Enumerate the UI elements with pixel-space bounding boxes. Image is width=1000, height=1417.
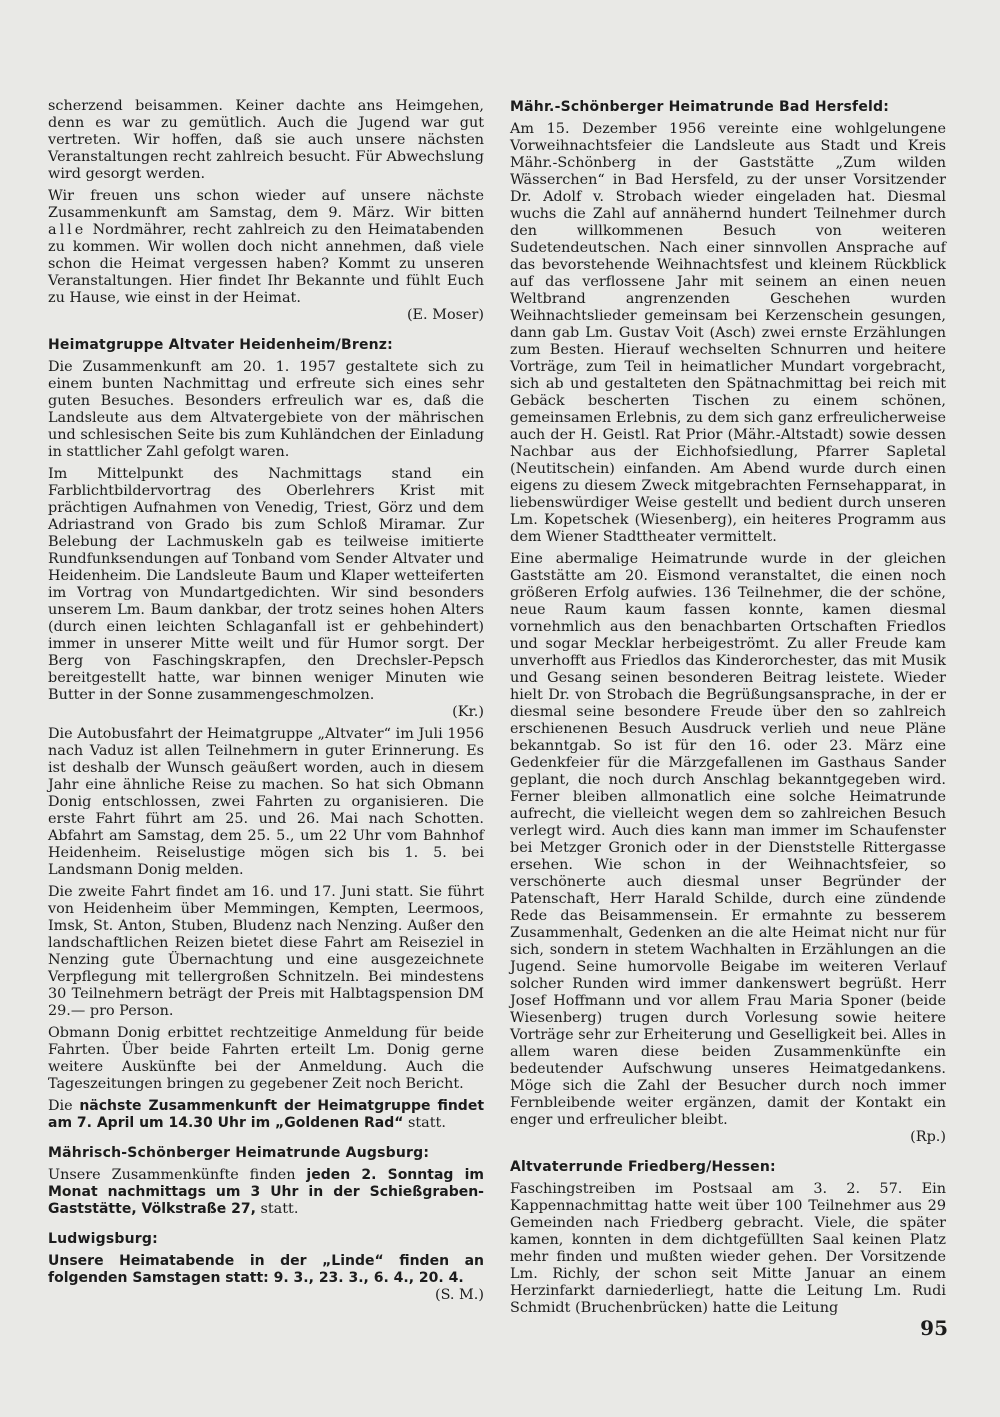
article-paragraph: Faschingstreiben im Postsaal am 3. 2. 57. Ein Kappennachmittag hatte weit über 100 Teilnehmer aus 29 Gemeinden nach Friedberg gebracht. Viele, die später kamen, konnten in dem dichtgefüllten Saal keinen Platz mehr finden und mußten wieder gehen. Der Vorsitzende Lm. Richly, der schon seit Mitte Januar an einem Herzinfarkt darniederliegt, hatte die Leitung Lm. Rudi Schmidt (Bruchenbrücken) hatte die Leitung [510, 1181, 946, 1316]
article-paragraph: Wir freuen uns schon wieder auf unsere nächste Zusammenkunft am Samstag, dem 9. März. Wir bitten alle Nordmährer, recht zahlreich zu den Heimatabenden zu kommen. Wir wollen doch nicht annehmen, daß viele schon die Heimat vergessen haben? Kommt zu unseren Veranstaltungen. Hier findet Ihr Bekannte und fühlt Euch zu Hause, wie einst in der Heimat. [48, 188, 484, 306]
signature: (Rp.) [910, 1129, 946, 1145]
article-heidenheim [48, 336, 484, 1132]
article-moser [48, 98, 484, 324]
article-paragraph: Unsere Heimatabende in der „Linde“ finden an folgenden Samstagen statt: 9. 3., 23. 3., 6. 4., 20. 4. [48, 1253, 484, 1286]
signature: (S. M.) [434, 1287, 484, 1303]
section-heading: Heimatgruppe Altvater Heidenheim/Brenz: [48, 337, 393, 353]
article-paragraph: Im Mittelpunkt des Nachmittags stand ein Farblichtbildervortrag des Oberlehrers Krist mit prächtigen Aufnahmen von Venedig, Triest, Görz und dem Adriastrand von Grado bis zum Schloß Miramar. Zur Belebung der Lachmuskeln gab es teilweise imitierte Rundfunksendungen auf Tonband vom Sender Altvater und Heidenheim. Die Landsleute Baum und Klaper wetteiferten im Vortrag von Mundartgedichten. Wir sind besonders unserem Lm. Baum dankbar, der trotz seines hohen Alters (durch einen leichten Schlaganfall ist er gehbehindert) immer in unserer Mitte weilt und für Humor sorgt. Der Berg von Faschingskrapfen, den Drechsler-Pepsch bereitgestellt hatte, war binnen weniger Minuten wie Butter in der Sonne zusammengeschmolzen. [48, 466, 484, 703]
article-paragraph: Die Zusammenkunft am 20. 1. 1957 gestaltete sich zu einem bunten Nachmittag und erfreute sich eines sehr guten Besuches. Besonders erfreulich war es, daß die Landsleute aus dem Altvatergebiete von der mährischen und schlesischen Seite bis zum Kuhländchen der Einladung in stattlicher Zahl gefolgt waren. [48, 359, 484, 460]
section-heading: Altvaterrunde Friedberg/Hessen: [510, 1159, 776, 1175]
article-paragraph: scherzend beisammen. Keiner dachte ans Heimgehen, denn es war zu gemütlich. Auch die Jugend war gut vertreten. Wir hoffen, daß sie auch unsere nächsten Veranstaltungen recht zahlreich besucht. Für Abwechslung wird gesorgt werden. [48, 98, 484, 182]
page-number: 95 [920, 1316, 948, 1340]
emphasis-spaced: alle [48, 222, 87, 238]
article-friedberg [510, 1158, 946, 1317]
signature: (E. Moser) [406, 307, 484, 323]
article-paragraph: Obmann Donig erbittet rechtzeitige Anmeldung für beide Fahrten. Über beide Fahrten erteilt Lm. Donig gerne weitere Auskünfte bei der Anmeldung. Auch die Tageszeitungen bringen zu gegebener Zeit noch Bericht. [48, 1025, 484, 1092]
signature: (Kr.) [452, 704, 484, 720]
article-paragraph: Die zweite Fahrt findet am 16. und 17. Juni statt. Sie führt von Heidenheim über Memmingen, Kempten, Leermoos, Imsk, St. Anton, Stuben, Bludenz nach Nenzing. Außer den landschaftlichen Reizen bietet diese Fahrt am Reiseziel in Nenzing gute Übernachtung und eine ausgezeichnete Verpflegung mit tellergroßen Schnitzeln. Bei mindestens 30 Teilnehmern beträgt der Preis mit Halbtagspension DM 29.— pro Person. [48, 884, 484, 1019]
section-heading: Mährisch-Schönberger Heimatrunde Augsburg: [48, 1145, 430, 1161]
right-column [510, 98, 946, 1322]
section-heading: Ludwigsburg: [48, 1231, 158, 1247]
left-column [48, 98, 484, 1309]
article-paragraph: Eine abermalige Heimatrunde wurde in der gleichen Gaststätte am 20. Eismond veranstaltet, die einen noch größeren Erfolg aufwies. 136 Teilnehmer, die der schöne, neue Raum kaum fassen konnte, kamen diesmal vornehmlich aus den benachbarten Ortschaften Friedlos und sogar Mecklar herbeigeströmt. Zu aller Freude kam unverhofft aus Friedlos das Kinderorchester, das mit Musik und Gesang seinen besonderen Beitrag leistete. Wieder hielt Dr. von Strobach die Begrüßungsansprache, in der er diesmal seine besondere Freude über den so zahlreich erschienenen Besuch Ausdruck verlieh und neue Pläne bekanntgab. So ist für den 16. oder 23. März eine Gedenkfeier für die Märzgefallenen im Gasthaus Sander geplant, die noch durch Anschlag bekanntgegeben wird. Ferner bleiben allmonatlich eine solche Heimatrunde aufrecht, die vielleicht wegen dem so zahlreichen Besuch verlegt wird. Auch dies kann man immer im Schaufenster bei Metzger Gronich oder in der Dienststelle Rittergasse ersehen. Wie schon in der Weihnachtsfeier, so verschönerte auch diesmal unser Begründer der Patenschaft, Herr Harald Schilde, durch eine zündende Rede das Beisammensein. Er ermahnte zu besserem Zusammenhalt, Gedenken an die alte Heimat nicht nur für sich, sondern in stetem Wachhalten in Erzählungen an die Jugend. Seine humorvolle Beigabe im weiteren Verlauf solcher Runden wird immer dankenswert begrüßt. Herr Josef Hoffmann und vor allem Frau Maria Sponer (beide Wiesenberg) trugen durch Vorlesung sowie heitere Vorträge sehr zur Erheiterung und Geselligkeit bei. Alles in allem waren diese beiden Zusammenkünfte ein bedeutender Aufschwung unseres Heimatgedankens. Möge sich die Zahl der Besucher durch noch immer Fernbleibende weiter ergänzen, damit der Kontakt ein enger und erfreulicher bleibt. [510, 551, 946, 1128]
article-paragraph: Die nächste Zusammenkunft der Heimatgruppe findet am 7. April um 14.30 Uhr im „Goldenen Rad“ statt. [48, 1098, 485, 1131]
article-paragraph: Am 15. Dezember 1956 vereinte eine wohlgelungene Vorweihnachtsfeier die Landsleute aus Stadt und Kreis Mähr.-Schönberg in der Gaststätte „Zum wilden Wässerchen“ in Bad Hersfeld, zu der unser Vorsitzender Dr. Adolf v. Strobach wieder eingeladen hat. Diesmal wuchs die Zahl auf annähernd hundert Teilnehmer durch den willkommenen Besuch von weiteren Sudetendeutschen. Nach einer sinnvollen Ansprache auf das bevorstehende Weihnachtsfest und kleinem Rückblick auf das verflossene Jahr mit seinem an einen neuen Weltbrand angrenzenden Geschehen wurden Weihnachtslieder gemeinsam bei Kerzenschein gesungen, dann gab Lm. Gustav Voit (Asch) zwei ernste Erzählungen zum Besten. Hierauf wechselten Schnurren und heitere Vorträge, zum Teil in heimatlicher Mundart vorgebracht, sich ab und gestalteten den Spätnachmittag bei reich mit Gebäck bescherten Tischen zu einem schönen, gemeinsamen Erlebnis, zu dem sich ganz erfreulicherweise auch der H. Geistl. Rat Prior (Mähr.-Altstadt) sowie dessen Nachbar aus der Eichhofsiedlung, Pfarrer Sapletal (Neutitschein) einfanden. Am Abend wurde durch einen eigens zu diesem Zweck mitgebrachten Fernsehapparat, in liebenswürdiger Weise gestellt und bedient durch unseren Lm. Kopetschek (Wiesenberg), ein heiteres Programm aus dem Wiener Stadttheater vermittelt. [510, 121, 946, 545]
article-paragraph: Die Autobusfahrt der Heimatgruppe „Altvater“ im Juli 1956 nach Vaduz ist allen Teilnehmern in guter Erinnerung. Es ist deshalb der Wunsch geäußert worden, auch in diesem Jahr eine ähnliche Reise zu machen. So hat sich Obmann Donig entschlossen, zwei Fahrten zu organisieren. Die erste Fahrt führt am 25. und 26. Mai nach Schotten. Abfahrt am Samstag, dem 25. 5., um 22 Uhr vom Bahnhof Heidenheim. Reiselustige mögen sich bis 1. 5. bei Landsmann Donig melden. [48, 726, 484, 878]
article-ludwigsburg [48, 1230, 484, 1304]
article-augsburg [48, 1144, 484, 1218]
section-heading: Mähr.-Schönberger Heimatrunde Bad Hersfeld: [510, 99, 890, 115]
article-hersfeld [510, 98, 946, 1146]
article-paragraph: Unsere Zusammenkünfte finden jeden 2. Sonntag im Monat nachmittags um 3 Uhr in der Schießgraben-Gaststätte, Völkstraße 27, statt. [48, 1167, 484, 1217]
